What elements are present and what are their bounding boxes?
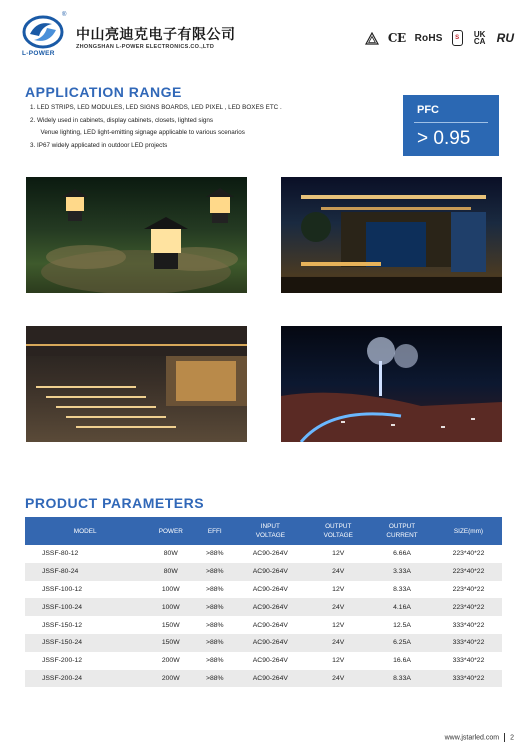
- table-cell: 16.6A: [393, 657, 411, 665]
- company-name-chinese: 中山亮迪克电子有限公司: [76, 27, 236, 43]
- table-cell: >88%: [196, 670, 233, 688]
- table-cell: 8.33A: [393, 585, 411, 593]
- table-cell: AC90-264V: [252, 657, 288, 665]
- parameters-table: [25, 517, 502, 687]
- pfc-label: PFC: [417, 104, 439, 116]
- table-cell: >88%: [196, 634, 233, 652]
- table-row: [25, 634, 502, 652]
- table-row: [25, 563, 502, 581]
- table-cell: AC90-264V: [252, 550, 288, 558]
- table-cell: 4.16A: [369, 598, 435, 616]
- photo-garden-post-lights: [26, 177, 247, 293]
- photo-staircase-lighting: [26, 326, 247, 442]
- column-header: OUTPUT VOLTAGE: [307, 517, 369, 545]
- logo-text: L-POWER: [22, 50, 55, 57]
- table-cell: AC90-264V: [233, 634, 307, 652]
- column-header: SIZE(mm): [435, 517, 502, 545]
- footer-separator: [504, 733, 505, 742]
- table-cell: 6.25A: [369, 634, 435, 652]
- table-cell: 223*40*22: [435, 598, 502, 616]
- table-cell: 12V: [332, 585, 345, 593]
- table-cell: 100W: [145, 598, 196, 616]
- table-cell: >88%: [196, 598, 233, 616]
- product-parameters-title: PRODUCT PARAMETERS: [25, 495, 205, 511]
- table-row: [25, 598, 502, 616]
- table-cell: JSSF-100-12: [42, 585, 83, 593]
- application-range-title: APPLICATION RANGE: [25, 84, 182, 100]
- page-number: 2: [510, 734, 514, 742]
- table-cell: >88%: [196, 563, 233, 581]
- table-cell: JSSF-80-12: [42, 550, 79, 558]
- table-cell: AC90-264V: [252, 585, 288, 593]
- table-cell: 12V: [332, 550, 345, 558]
- column-header: INPUT VOLTAGE: [233, 517, 307, 545]
- certification-marks: [365, 30, 514, 46]
- table-cell: 150W: [161, 621, 180, 629]
- table-cell: >88%: [205, 550, 224, 558]
- ce-mark: CE: [387, 31, 406, 45]
- table-cell: AC90-264V: [233, 670, 307, 688]
- application-item: 3. IP67 widely applicated in outdoor LED projects: [30, 141, 168, 149]
- table-cell: >88%: [205, 621, 224, 629]
- table-cell: 333*40*22: [452, 621, 485, 629]
- ul-mark: RU: [496, 31, 514, 45]
- company-logo: [22, 12, 67, 50]
- table-cell: 24V: [307, 634, 369, 652]
- ukca-mark: UK CA: [473, 30, 486, 46]
- column-header: EFFI: [196, 517, 233, 545]
- table-cell: >88%: [205, 585, 224, 593]
- table-cell: AC90-264V: [233, 563, 307, 581]
- table-cell: 24V: [307, 563, 369, 581]
- table-cell: 24V: [307, 670, 369, 688]
- table-cell: JSSF-200-24: [25, 670, 145, 688]
- photo-night-plaza-lighting: [281, 326, 502, 442]
- table-row: [25, 545, 502, 563]
- table-cell: 150W: [145, 634, 196, 652]
- rohs-mark: RoHS: [414, 32, 443, 44]
- table-cell: 24V: [307, 598, 369, 616]
- table-cell: 333*40*22: [435, 670, 502, 688]
- table-cell: 80W: [145, 563, 196, 581]
- table-cell: 333*40*22: [435, 634, 502, 652]
- table-cell: JSSF-150-12: [42, 621, 83, 629]
- table-cell: 8.33A: [369, 670, 435, 688]
- table-cell: 100W: [161, 585, 180, 593]
- application-item: 1. LED STRIPS, LED MODULES, LED SIGNS BOARDS, LED PIXEL , LED BOXES ETC .: [30, 104, 282, 111]
- pfc-divider: [414, 122, 488, 123]
- table-row: [25, 616, 502, 634]
- table-cell: AC90-264V: [233, 598, 307, 616]
- table-cell: 223*40*22: [435, 563, 502, 581]
- column-header: POWER: [145, 517, 196, 545]
- triangle-cert-icon: [365, 32, 379, 45]
- pfc-value: > 0.95: [417, 128, 471, 149]
- pfc-badge: [403, 95, 499, 156]
- table-cell: 333*40*22: [452, 657, 485, 665]
- table-cell: 223*40*22: [452, 585, 485, 593]
- column-header: OUTPUT CURRENT: [369, 517, 435, 545]
- table-cell: JSSF-150-24: [25, 634, 145, 652]
- table-cell: 3.33A: [369, 563, 435, 581]
- photo-building-facade-lighting: [281, 177, 502, 293]
- application-list: [30, 102, 282, 152]
- column-header: MODEL: [25, 517, 145, 545]
- application-item: 2. Widely used in cabinets, display cabinets, closets, lighted signs: [30, 116, 214, 124]
- table-cell: JSSF-100-24: [25, 598, 145, 616]
- table-cell: JSSF-200-12: [42, 657, 83, 665]
- table-header-row: [25, 517, 502, 545]
- application-item: Venue lighting, LED light-emitting signage applicable to various scenarios: [30, 129, 245, 136]
- table-row: [25, 670, 502, 688]
- table-cell: 200W: [161, 657, 180, 665]
- table-cell: JSSF-80-24: [25, 563, 145, 581]
- table-cell: >88%: [205, 657, 224, 665]
- table-cell: 223*40*22: [452, 550, 485, 558]
- table-cell: 6.66A: [393, 550, 411, 558]
- table-row: [25, 652, 502, 670]
- website-link[interactable]: www.jstarled.com: [444, 734, 500, 742]
- footer: [445, 733, 514, 742]
- table-cell: 80W: [163, 550, 178, 558]
- registered-mark: ®: [62, 12, 67, 18]
- table-cell: AC90-264V: [252, 621, 288, 629]
- company-name-english: ZHONGSHAN L-POWER ELECTRONICS.CO.,LTD: [76, 44, 215, 50]
- table-cell: 12V: [332, 621, 345, 629]
- table-cell: 200W: [145, 670, 196, 688]
- table-cell: 12V: [332, 657, 345, 665]
- table-row: [25, 581, 502, 599]
- table-cell: 12.5A: [393, 621, 411, 629]
- s-mark: S: [452, 30, 463, 46]
